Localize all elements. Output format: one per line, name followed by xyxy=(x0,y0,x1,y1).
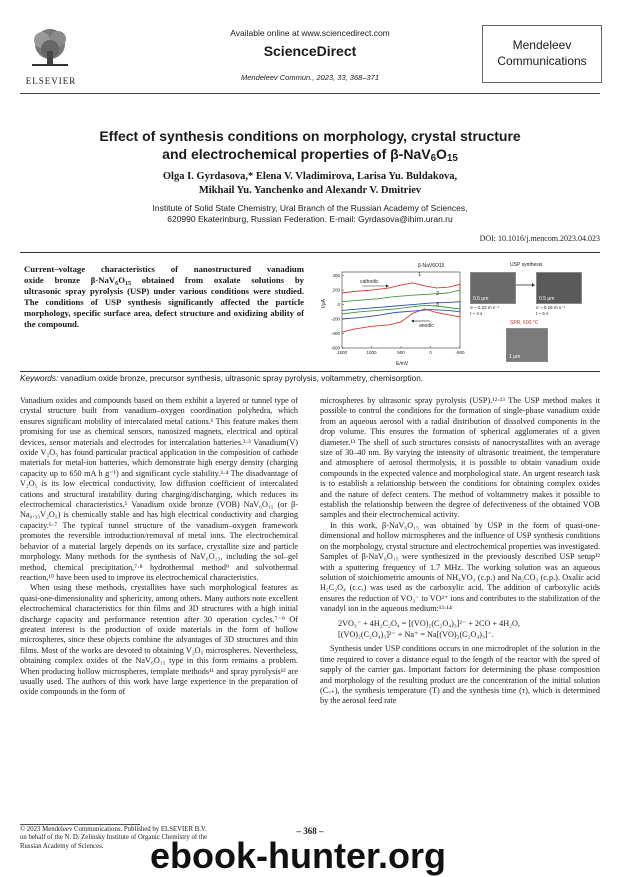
x-tick-label-2: 500 xyxy=(397,350,405,355)
copyright-line3: Russian Academy of Sciences. xyxy=(20,842,104,850)
y-tick-label-2: 0 xyxy=(337,302,340,308)
keywords-text: vanadium oxide bronze, precursor synthesis, ultrasonic spray pyrolysis, voltammetry, chemisorption. xyxy=(60,374,424,383)
header-divider xyxy=(20,93,600,94)
usp-label: USP synthesis xyxy=(510,262,543,268)
body-right-column xyxy=(320,396,600,707)
panel1-time: t ~ 4 s xyxy=(470,311,483,316)
x-tick-label-1: 1000 xyxy=(366,350,377,355)
curve-label-3: 3 xyxy=(436,302,440,308)
abstract-line1: Current–voltage characteristics of nanostructured vanadium xyxy=(24,264,304,274)
y-axis-label: I/μA xyxy=(321,299,327,308)
curve-label-1: 1 xyxy=(418,272,422,278)
copyright-line1: © 2023 Mendeleev Communications. Published by ELSEVIER B.V. xyxy=(20,826,207,833)
sciencedirect-link[interactable]: www.sciencedirect.com xyxy=(301,28,390,38)
y-tick-label-5: -600 xyxy=(330,345,340,351)
sem-panel-1 xyxy=(470,272,516,304)
body-left-column xyxy=(20,396,298,698)
arrow-icon xyxy=(514,280,536,290)
spr-label: SPR, 600 °C xyxy=(510,320,539,326)
abstract-line2: oxide bronze $\beta-NaV_6O_{15}$ obtained from oxalate solutions by xyxy=(24,275,304,287)
graphical-abstract-text xyxy=(24,264,304,330)
copyright-line2: on behalf of the N. D. Zelinsky Institute of Organic Chemistry of the xyxy=(20,834,208,842)
sciencedirect-title: ScienceDirect xyxy=(263,43,357,59)
cv-curve-3 xyxy=(342,302,460,319)
x-tick-label-3: 0 xyxy=(429,350,432,355)
x-tick-label-4: -500 xyxy=(455,350,465,355)
right-paragraph-3: Synthesis under USP conditions occurs in one microdroplet of the solution in the time required to cover a distance equal to the length of the reactor with the speed of supply of the carrier gas. Important factors for determining the phase composition and morphology of the resulting product are the concentration of the initial solution (Cᵥ₊), the synthesis temperature (T) and the synthesis time (τ), which is determined by the aerosol feed rate xyxy=(320,644,600,706)
cathodic-label: cathodic xyxy=(360,279,379,285)
elsevier-logo xyxy=(22,27,78,73)
panel2-time: t ~ 6 s xyxy=(536,311,549,316)
cv-curve-1 xyxy=(342,283,460,332)
title-line1: Effect of synthesis conditions on morphology, crystal structure xyxy=(99,128,521,144)
y-tick-label-1: 200 xyxy=(332,287,340,293)
authors-line1: Olga I. Gyrdasova,* Elena V. Vladimirova, Larisa Yu. Buldakova, xyxy=(162,171,458,182)
y-tick-label-0: 400 xyxy=(332,273,340,279)
watermark: ebook-hunter.org xyxy=(150,835,446,876)
equation-1: 2VO₃⁻ + 4H₂C₂O₄ = [(VO)₂(C₂O₄)₃]²⁻ + 2CO + 4H₂O, xyxy=(338,618,520,628)
equation-2: [(VO)₂(C₂O₄)₃]²⁻ + Na⁺ = Na[(VO)₂(C₂O₄)₃]⁻. xyxy=(338,629,494,639)
footer-rule xyxy=(20,824,140,825)
right-paragraph-2: In this work, β-NaV₆O₁₅ was obtained by USP in the form of quasi-one-dimensional and hollow microspheres and the influence of USP synthesis conditions on the morphology, crystal structure and electrochemical properties was investigated. Samples of β-NaV₆O₁₅ were synthesized in the previously described USP setup¹² with a sputtering frequency of 1.7 MHz. The working solution was an aqueous solution of stoichiometric amounts of NH₄VO₃ (c.p.) and Na₂CO₃ (c.p.). Oxalic acid H₂C₂O₄ (c.c.) was used as the carboxylic acid. The addition of carboxylic acids ensures the reduction of VO₃⁻ to VO²⁺ ions and contributes to the stabilization of the vanadyl ion in the aqueous medium:¹³·¹⁴ xyxy=(320,520,600,614)
page-number: – 368 – xyxy=(296,826,324,836)
citation-line: Mendeleev Commun., 2023, 33, 368–371 xyxy=(240,73,379,82)
chart-title-label: β-NaV6O15 xyxy=(418,263,445,269)
keywords-top-rule xyxy=(20,371,600,372)
curve-label-2: 2 xyxy=(436,291,440,297)
right-paragraph-1: microspheres by ultrasonic spray pyrolysis (USP).¹²·¹³ The USP method makes it possible to control the conditions for the formation of single-phase vanadium oxide from an aqueous aerosol with a radial distribution of dissolved components in the drop volume. This ensures the formation of spherical agglomerates of a given diameter.¹³ The shell of such structures consists of nanocrystallites with an average size of 30–40 nm. By varying the intensity of ultrasonic treatment, the temperature and atmosphere of aerosol thermolysis, it is possible to obtain vanadium oxide compounds in the expected valence and morphological state. An urgent research task is to establish a relationship between the conditions for obtaining complex oxides and the nature of defect centers. The method of voltammetry makes it possible to establish the relationship between the degree of defectiveness of the obtained VOB samples and their electrochemical activity. xyxy=(320,396,600,520)
scale-bar-2: 0.5 μm xyxy=(539,296,555,302)
scale-bar-1: 0.5 μm xyxy=(473,296,489,302)
article-title xyxy=(30,127,590,163)
elsevier-tree-icon xyxy=(22,27,78,73)
abstract-rest: ultrasonic spray pyrolysis (USP) under various conditions were studied. The conditions of USP synthesis significantly affected the particle morphology, specific surface area, defect structure and oxidizing ability of the compound. xyxy=(24,286,304,329)
doi-link[interactable]: DOI: 10.1016/j.mencom.2023.04.023 xyxy=(479,234,600,243)
available-prefix: Available online at xyxy=(230,28,302,38)
cathodic-arrowhead xyxy=(386,285,389,288)
anodic-arrowhead xyxy=(411,320,414,323)
scale-bar-3: 1 μm xyxy=(509,354,521,360)
keywords-label: Keywords: xyxy=(20,374,59,383)
affiliation xyxy=(60,203,560,225)
authors-line2: Mikhail Yu. Yanchenko and Alexandr V. Dmitriev xyxy=(198,185,422,196)
journal-name-line1: Mendeleev xyxy=(512,38,572,52)
cv-chart xyxy=(318,258,468,368)
y-tick-label-3: -200 xyxy=(330,316,340,322)
abstract-top-rule xyxy=(20,252,600,253)
sem-panel-2 xyxy=(536,272,582,304)
x-tick-label-0: 1500 xyxy=(336,350,348,355)
journal-name-line2: Communications xyxy=(497,54,587,68)
keywords xyxy=(20,374,600,383)
left-paragraph-2: When using these methods, crystallites have such morphological features as quasi-one-dimensionality and sphericity, among others. Many authors note excellent electrochemical characteristics for thin films and 3D structures with a high initial discharge capacity and performance retention after 30 operation cycles.⁷⁻⁹ Of greatest interest is the production of oxide materials in the form of hollow microspheres, since these objects combine the advantages of 3D structures and thin films. Most of the works are devoted to obtaining V₂O₅ microspheres. Nevertheless, obtaining complex oxides of the NaV₆O₁₅ type in this form remains a problem. When producing hollow microspheres, template methods¹¹ and spray pyrolysis¹² are usually used. The authors of this work have large experience in the preparation of oxide compounds in the form of xyxy=(20,583,298,697)
affiliation-line2: 620990 Ekaterinburg, Russian Federation. E-mail: Gyrdasova@ihim.uran.ru xyxy=(167,214,453,224)
left-paragraph-1: Vanadium oxides and compounds based on them exhibit a layered or tunnel type of crystal structure built from vanadium–oxygen coordination polyhedra, which ensures significant mobility of intercalated metal cations.¹ This feature makes them promising for use as chemical sensors, nanosized magnets, electrical and optical devices, sensor materials and electrodes for intercalation batteries.²·³ Vanadium(V) oxide V₂O₅ has found particular practical application in the composition of cathode materials for metal-ion batteries, which demonstrate high energy density (charging capacity up to 650 mA h g⁻¹) and significant cycle stability.³·⁴ The disadvantage of V₂O₅ is its low electrical conductivity, low diffusion coefficient of intercalated cations and structural instability during charging/discharging, which reduces its electrochemical characteristics.⁵ Vanadium oxide bronze (VOB) NaV₆O₁₅ (or β-Na₀.₃₃V₂O₅) is chemically stable and has high electrical conductivity and charging capacity.⁶·⁷ The typical tunnel structure of the vanadium–oxygen framework promotes the reversible introduction/removal of metal ions. The electrochemical behavior of a material largely depends on its surface, crystallite size and particle morphology. Many methods for the synthesis of NaV₆O₁₅, including the sol–gel method, chemical precipitation,⁷·⁸ hydrothermal method⁹ and solvothermal reaction,¹⁰ have been used to improve its electrochemical characteristics. xyxy=(20,396,298,582)
chart-curves xyxy=(342,283,460,332)
anodic-label: anodic xyxy=(419,323,434,329)
author-list xyxy=(40,170,580,198)
sem-panel-3 xyxy=(506,328,548,362)
panel2-speed: σ ~ 0.16 m s⁻¹ xyxy=(536,305,566,310)
title-line2: and electrochemical properties of $\beta-NaV_6O_{15}$ xyxy=(162,146,458,164)
affiliation-line1: Institute of Solid State Chemistry, Ural Branch of the Russian Academy of Sciences, xyxy=(152,203,468,213)
panel1-speed: σ ~ 0.23 m s⁻¹ xyxy=(470,305,500,310)
x-axis-label: E/mV xyxy=(396,361,409,367)
publisher-name: ELSEVIER xyxy=(25,76,77,86)
available-online xyxy=(190,28,430,38)
y-tick-label-4: -400 xyxy=(330,331,340,337)
graphical-abstract-figure xyxy=(318,258,603,368)
journal-box xyxy=(482,25,602,83)
